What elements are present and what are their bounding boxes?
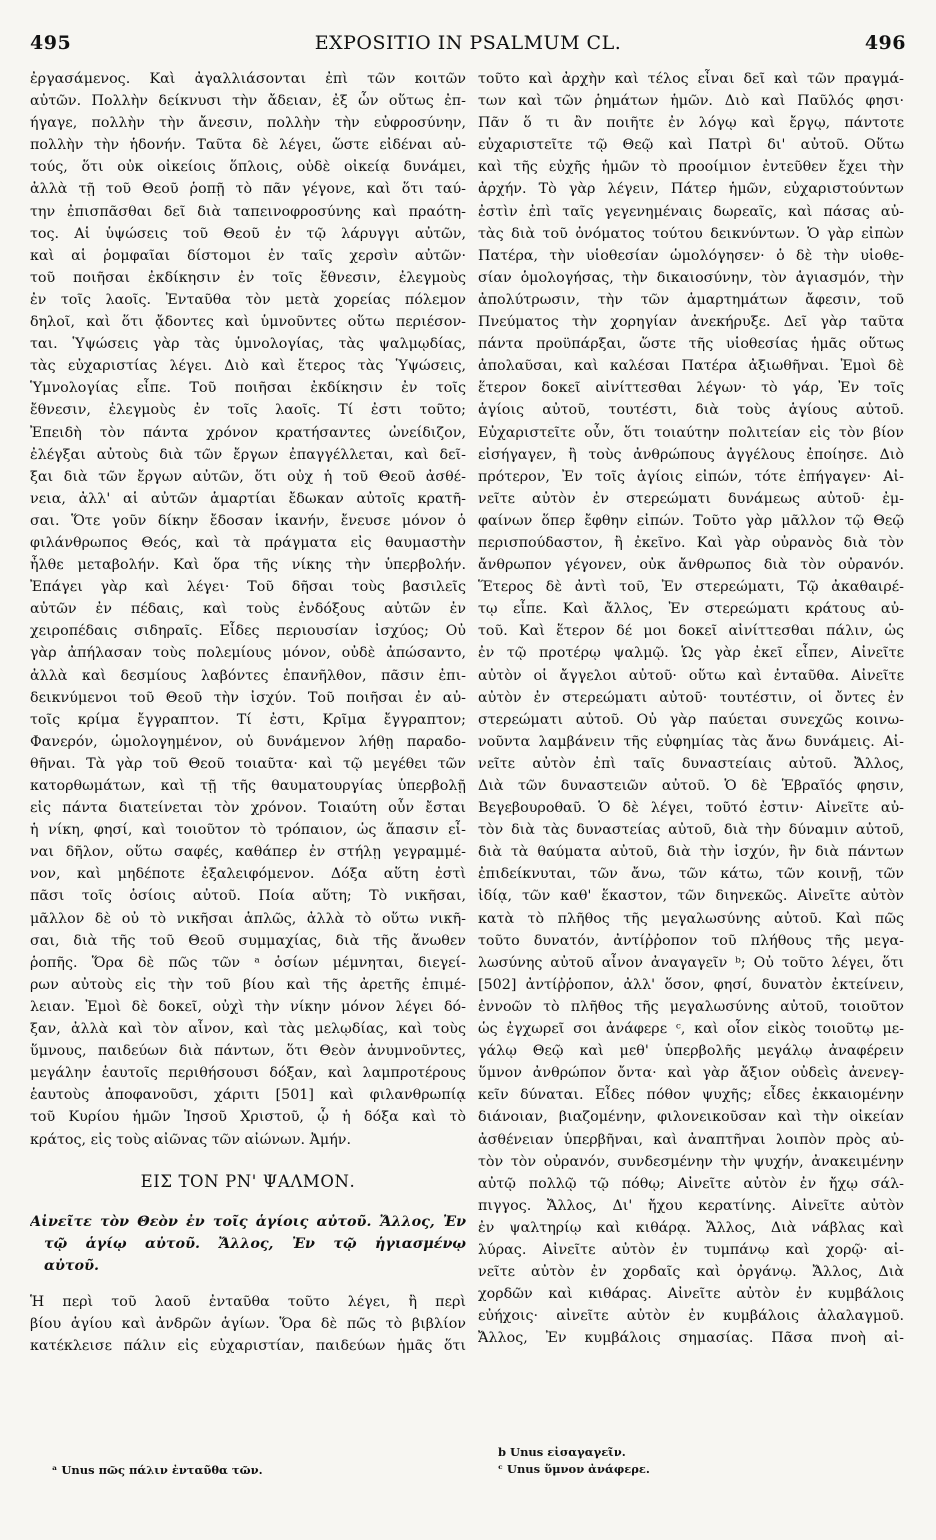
text-line: ἀλλὰ τῇ τοῦ Θεοῦ ῥοπῇ τὸ πᾶν γέγονε, καὶ ὅτι ταύ- (30, 181, 466, 198)
text-line: αὐτῶν. Πολλὴν δείκνυσι τὴν ἄδειαν, ἐξ ὧν οὕτως ἐπ- (30, 93, 466, 110)
text-line: ῥοπῆς. Ὅρα δὲ πῶς τῶν ᵃ ὁσίων μέμνηται, διεγεί- (30, 954, 466, 971)
text-line: τὸν τὸν οὐρανόν, συνδεσμένην τὴν ψυχήν, ἀνακειμένην (478, 1153, 904, 1170)
text-line: ἐπιδείκνυται, τῶν ἄνω, τῶν κάτω, τῶν κοινῇ, τῶν (478, 866, 904, 883)
text-line: των καὶ τῶν ῥημάτων ἡμῶν. Διὸ καὶ Παῦλός φησι· (478, 93, 904, 110)
text-line: Βεγεβουροθαῦ. Ὁ δὲ λέγει, τοῦτό ἐστιν· Αἰνεῖτε αὐ- (478, 800, 904, 817)
text-line: σαι, διὰ τῆς τοῦ Θεοῦ συμμαχίας, διὰ τῆς ἄνωθεν (30, 932, 466, 949)
text-line: κεῖν δύναται. Εἶδες πόθον ψυχῆς; εἶδες ἐκκαιομένην (478, 1087, 904, 1104)
text-line: πιγγος. Ἄλλος, Δι' ἤχου κερατίνης. Αἰνεῖτε αὐτὸν (478, 1197, 904, 1214)
footnote-b: b Unus εἰσαγαγεῖν. (498, 1445, 626, 1459)
text-line: κράτος, εἰς τοὺς αἰῶνας τῶν αἰώνων. Ἀμήν. (30, 1131, 352, 1148)
text-line: φιλάνθρωπος Θεός, καὶ τὰ πράγματα εἰς θαυμαστὴν (30, 534, 466, 551)
text-line: αὐτῷ πολλῷ τῷ πόθῳ; Αἰνεῖτε αὐτὸν ἐν ἤχῳ σάλ- (478, 1175, 904, 1192)
text-line: τὰς διὰ τοῦ ὀνόματος τούτου δεικνύντων. Ὁ γὰρ εἰπὼν (478, 225, 904, 242)
text-line: ἄνθρωπον γέγονεν, οὐκ ἄνθρωπος διὰ τὸν οὐρανόν. (478, 557, 904, 574)
text-line: εὐχαριστεῖτε τῷ Θεῷ καὶ Πατρὶ δι' αὐτοῦ. Οὕτω (478, 137, 904, 154)
text-line: ἐργασάμενος. Καὶ ἀγαλλιάσονται ἐπὶ τῶν κοιτῶν (30, 71, 466, 87)
text-line: την ἐπισπᾶσθαι δεῖ διὰ ταπεινοφροσύνης καὶ πραότη- (30, 203, 466, 220)
commentary-start (30, 1291, 466, 1357)
text-line: εἰς πάντα διατείνεται τὸν χρόνον. Τοιαύτη οὖν ἔσται (30, 800, 466, 817)
text-line: ἀπολύτρωσιν, τὴν τῶν ἁμαρτημάτων ἄφεσιν, τοῦ (478, 291, 904, 308)
text-line: τῷ ἁγίῳ αὐτοῦ. Ἄλλος, Ἐν τῷ ἡγιασμένῳ (44, 1235, 466, 1252)
text-line: τοῦ Κυρίου ἡμῶν Ἰησοῦ Χριστοῦ, ᾧ ἡ δόξα καὶ τὸ (30, 1109, 466, 1126)
text-line: γὰρ ἀπήλασαν τοὺς πολεμίους μόνον, οὐδὲ ἀπώσαντο, (30, 645, 466, 662)
text-line: νοῦντα λαμβάνειν τῆς εὐφημίας τὰς ἄνω δυνάμεις. Αἰ- (478, 733, 904, 750)
text-line: ἁγίοις αὐτοῦ, τουτέστι, διὰ τοὺς ἁγίους αὐτοῦ. (478, 402, 904, 419)
text-line: Πᾶν ὅ τι ἂν ποιῆτε ἐν λόγῳ καὶ ἔργῳ, πάντοτε (478, 115, 904, 132)
text-line: τὰς εὐχαριστίας λέγει. Διὸ καὶ ἕτερος τὰς Ὑψώσεις, (30, 358, 466, 375)
text-line: γάλῳ Θεῷ καὶ μεθ' ὑπερβολῆς μεγάλῳ ἀναφέρειν (478, 1043, 904, 1060)
text-line: πολλὴν τὴν ἡδονήν. Ταῦτα δὲ λέγει, ὥστε εἰδέναι αὐ- (30, 137, 466, 154)
text-line: στερεώματι αὐτοῦ. Οὐ γὰρ παύεται συνεχῶς κοινω- (478, 711, 904, 728)
text-line: περισπούδαστον, ἢ ἐκεῖνο. Καὶ γὰρ οὐρανὸς διὰ τὸν (478, 534, 904, 551)
text-line: Ἄλλος, Ἐν κυμβάλοις σημασίας. Πᾶσα πνοὴ αἰ- (478, 1330, 904, 1347)
text-line: χειροπέδαις σιδηραῖς. Εἶδες περιουσίαν ἰσχύος; Οὐ (30, 623, 466, 640)
text-line: ὕμνους, παιδεύων διὰ πάντων, ὅτι Θεὸν ἀνυμνοῦντες, (30, 1043, 466, 1060)
text-line: λύρας. Αἰνεῖτε αὐτὸν ἐν τυμπάνῳ καὶ χορῷ· αἰ- (478, 1241, 904, 1258)
text-line: μᾶλλον δὲ οὐ τὸ νικῆσαι ἁπλῶς, ἀλλὰ τὸ οὕτω νικῆ- (30, 910, 466, 927)
text-line: κατορθωμάτων, καὶ τῇ τῆς θαυματουργίας ὑπερβολῇ (30, 778, 466, 794)
right-column-text (478, 68, 904, 1349)
text-line: βίου ἁγίου καὶ ἀνδρῶν ἁγίων. Ὅρα δὲ πῶς τὸ βιβλίον (30, 1315, 466, 1332)
text-line: ἐννοῶν τὸ πλῆθος τῆς μεγαλωσύνης αὐτοῦ, τοιοῦτον (478, 998, 904, 1015)
text-line: Φανερόν, ὡμολογημένον, οὐ δυνάμενον λήθῃ παραδο- (30, 733, 466, 750)
text-line: [502] ἀντίῤῥοπον, ἀλλ' ὅσον, φησί, δυνατὸν ἐκτείνειν, (478, 976, 904, 993)
text-line: ρων αὐτοὺς εἰς τὴν τοῦ βίου καὶ τῆς ἀρετῆς ἐπιμέ- (30, 976, 466, 993)
text-line: νεῖτε αὐτὸν ἐν χορδαῖς καὶ ὀργάνῳ. Ἄλλος, Διὰ (478, 1264, 904, 1281)
text-line: λωσύνης αὐτοῦ αἶνον ἀναγαγεῖν ᵇ; Οὐ τοῦτο λέγει, ὅτι (478, 954, 904, 971)
text-line: ἦλθε μεταβολήν. Καὶ ὅρα τῆς νίκης τὴν ὑπερβολήν. (30, 557, 466, 574)
text-line: ξαν, ἀλλὰ καὶ τὸν αἶνον, καὶ τὰς μελῳδίας, καὶ τοὺς (30, 1021, 466, 1038)
text-line: Εὐχαριστεῖτε οὖν, ὅτι τοιαύτην πολιτείαν εἰς τὸν βίον (478, 424, 904, 441)
text-line: ἕτερον δοκεῖ αἰνίττεσθαι λέγων· τὸ γάρ, Ἐν τοῖς (478, 380, 904, 397)
footnote-a: ᵃ Unus πῶς πάλιν ἐνταῦθα τῶν. (52, 1463, 263, 1477)
text-line: ὕμνον ἀνθρώπον ὄντα· καὶ γὰρ ἄξιον οὐδεὶς ἀνενεγ- (478, 1065, 904, 1082)
text-line: Ὑμνολογίας εἶπε. Τοῦ ποιῆσαι ἐκδίκησιν ἐν τοῖς (30, 380, 466, 397)
text-line: ἐστὶν ἐπὶ ταῖς γεγενημέναις δωρεαῖς, καὶ πάσας αὐ- (478, 203, 904, 220)
text-line: ἀρχήν. Τὸ γὰρ λέγειν, Πάτερ ἡμῶν, εὐχαριστούντων (478, 181, 904, 198)
text-line: τοῦ ποιῆσαι ἐκδίκησιν ἐν τοῖς ἔθνεσιν, ἐλεγμοὺς (30, 269, 466, 286)
text-line: Ἕτερος δὲ ἀντὶ τοῦ, Ἐν στερεώματι, Τῷ ἀκαθαιρέ- (478, 579, 904, 596)
text-line: κατὰ τὸ πλῆθος τῆς μεγαλωσύνης αὐτοῦ. Καὶ πῶς (478, 910, 904, 927)
text-line: δεικνύμενοι τοῦ Θεοῦ τὴν ἰσχύν. Τοῦ ποιῆσαι ἐν αὐ- (30, 689, 466, 706)
text-line: καὶ τῆς εὐχῆς ἡμῶν τὸ προοίμιον ἐντεῦθεν ἔχει τὴν (478, 159, 904, 176)
text-line: διάνοιαν, βιαζομένην, φιλονεικοῦσαν καὶ τὴν οἰκείαν (478, 1109, 904, 1126)
text-line: λειαν. Ἐμοὶ δὲ δοκεῖ, οὐχὶ τὴν νίκην μόνον λέγει δό- (30, 998, 466, 1015)
left-page-number: 495 (30, 32, 72, 54)
text-line: ὡς ἐγχωρεῖ σοι ἀνάφερε ᶜ, καὶ οἷον εἰκὸς τοιοῦτῳ με- (478, 1021, 904, 1038)
text-line: δηλοῖ, καὶ ὅτι ᾄδοντες καὶ ὑμνοῦντες οὕτω περιέσον- (30, 314, 466, 331)
text-line: φαίνων ὅπερ ἔφθην εἰπών. Τοῦτο γὰρ μᾶλλον τῷ Θεῷ (478, 512, 904, 529)
text-line: νεῖτε αὐτὸν ἐν στερεώματι δυνάμεως αὐτοῦ· ἐμ- (478, 490, 904, 507)
text-line: νον, καὶ μηδέποτε ἐξαλειφόμενον. Δόξα αὕτη ἐστὶ (30, 866, 466, 883)
text-line: ἀπολαῦσαι, καὶ καλέσαι Πατέρα ἀξιωθῆναι. Ἐμοὶ δὲ (478, 358, 904, 375)
text-line: ήγαγε, πολλὴν τὴν ἄνεσιν, πολλὴν τὴν εὐφροσύνην, (30, 115, 466, 132)
left-column-text (30, 68, 466, 1151)
text-line: Ἡ περὶ τοῦ λαοῦ ἐνταῦθα τοῦτο λέγει, ἢ περὶ (30, 1293, 466, 1310)
text-line: πρότερον, Ἐν τοῖς ἁγίοις εἰπών, τότε ἐπήγαγεν· Αἰ- (478, 468, 904, 485)
text-line: τούς, ὅτι οὐκ οἰκείοις ὅπλοις, οὐδὲ οἰκείᾳ δυνάμει, (30, 159, 466, 176)
text-line: αὐτὸν ἐν στερεώματι αὐτοῦ· τουτέστιν, οἱ ὄντες ἐν (478, 689, 904, 706)
text-line: ἀσθένειαν ὑπερβῆναι, καὶ ἀναπτῆναι λοιπὸν πρὸς αὐ- (478, 1131, 904, 1148)
text-line: Διὰ τῶν δυναστειῶν αὐτοῦ. Ὁ δὲ Ἑβραῖός φησιν, (478, 778, 904, 794)
text-line: ἐν τῷ προτέρῳ ψαλμῷ. Ὡς γὰρ ἐκεῖ εἶπεν, Αἰνεῖτε (478, 645, 904, 662)
spacer (30, 1277, 466, 1291)
text-line: καὶ αἱ ῥομφαῖαι δίστομοι ἐν ταῖς χερσὶν αὐτῶν· (30, 247, 466, 264)
text-line: ἡ νίκη, φησί, καὶ τοιοῦτον τὸ τρόπαιον, ὡς ἅπασιν εἶ- (30, 822, 466, 839)
text-line: πάντα προϋπάρξαι, ὥστε τῆς υἱοθεσίας ἡμᾶς οὕτως (478, 336, 904, 353)
left-column (30, 68, 466, 1357)
text-line: Ἐπειδὴ τὸν πάντα χρόνον κρατήσαντες ὠνείδιζον, (30, 424, 466, 441)
text-line: εὐήχοις· αἰνεῖτε αὐτὸν ἐν κυμβάλοις ἀλαλαγμοῦ. (478, 1308, 904, 1325)
text-line: πᾶσι τοῖς ὁσίοις αὐτοῦ. Ποία αὕτη; Τὸ νικῆσαι, (30, 888, 466, 905)
right-column (478, 68, 904, 1349)
text-line: τοῖς κρίμα ἔγγραπτον. Τί ἐστι, Κρῖμα ἔγγραπτον; (30, 711, 466, 728)
text-line: τοῦτο δυνατόν, ἀντίῤῥοπον τοῦ πλήθους τῆς μεγα- (478, 932, 904, 949)
text-line: αὐτῶν ἐν πέδαις, καὶ τοὺς ἐνδόξους αὐτῶν ἐν (30, 601, 466, 618)
text-line: ἔθνεσιν, ἐλεγμοὺς ἐν τοῖς λαοῖς. Τί ἐστι τοῦτο; (30, 402, 466, 419)
text-line: Ἐπάγει γὰρ καὶ λέγει· Τοῦ δῆσαι τοὺς βασιλεῖς (30, 579, 466, 596)
text-line: κατέκλεισε πάλιν εἰς εὐχαριστίαν, παιδεύων ἡμᾶς ὅτι (30, 1338, 466, 1355)
text-line: ἐν ψαλτηρίῳ καὶ κιθάρᾳ. Ἄλλος, Διὰ νάβλας καὶ (478, 1219, 904, 1236)
text-line: ἐλέγξαι αὐτοὺς διὰ τῶν ἔργων ἐπαγγέλλεται, καὶ δεῖ- (30, 446, 466, 463)
text-line: διὰ τὰ θαύματα αὐτοῦ, διὰ τὴν ἰσχύν, ἣν διὰ πάντων (478, 844, 904, 861)
text-line: χορδῶν καὶ κιθάρας. Αἰνεῖτε αὐτὸν ἐν κυμβάλοις (478, 1286, 904, 1303)
text-line: ἰδίᾳ, τῶν καθ' ἕκαστον, τῶν διηνεκῶς. Αἰνεῖτε αὐτὸν (478, 888, 904, 905)
psalm-verse (30, 1211, 466, 1277)
text-line: τὸν διὰ τὰς δυναστείας αὐτοῦ, διὰ τὴν δύναμιν αὐτοῦ, (478, 822, 904, 839)
text-line: τοῦ. Καὶ ἕτερον δέ μοι δοκεῖ αἰνίττεσθαι πάλιν, ὡς (478, 623, 904, 640)
right-page-number: 496 (864, 32, 906, 54)
text-line: τος. Αἱ ὑψώσεις τοῦ Θεοῦ ἐν τῷ λάρυγγι αὐτῶν, (30, 225, 466, 242)
text-line: αὐτοῦ. (44, 1257, 99, 1274)
text-line: Πνεύματος τὴν χορηγίαν ἀνεκήρυξε. Δεῖ γὰρ ταῦτα (478, 314, 904, 331)
running-header (30, 32, 906, 66)
text-line: τῳ εἶπε. Καὶ ἄλλος, Ἐν στερεώματι κράτους αὐ- (478, 601, 904, 618)
text-line: σίαν ὁμολογήσας, τὴν δικαιοσύνην, τὸν ἁγιασμόν, τὴν (478, 269, 904, 286)
text-line: ται. Ὑψώσεις γὰρ τὰς ὑμνολογίας, τὰς ψαλμῳδίας, (30, 336, 466, 353)
text-line: ναι δῆλον, οὕτω σαφές, καθάπερ ἐν στήλῃ γεγραμμέ- (30, 844, 466, 861)
text-line: ξαι διὰ τῶν ἔργων αὐτῶν, ὅτι οὐχ ἡ τοῦ Θεοῦ ἀσθέ- (30, 468, 466, 485)
text-line: Πατέρα, τὴν υἱοθεσίαν ὡμολόγησεν· ὁ δὲ τὴν υἱοθε- (478, 247, 904, 264)
text-line: αὐτὸν οἱ ἄγγελοι αὐτοῦ· οὕτω καὶ ἐνταῦθα. Αἰνεῖτε (478, 667, 904, 684)
text-line: ἀλλὰ καὶ δεσμίους λαβόντες ἐπανῆλθον, πᾶσιν ἐπι- (30, 667, 466, 684)
text-line: Αἰνεῖτε τὸν Θεὸν ἐν τοῖς ἁγίοις αὐτοῦ. Ἄλλος, Ἐν (30, 1213, 466, 1230)
text-line: τοῦτο καὶ ἀρχὴν καὶ τέλος εἶναι δεῖ καὶ τῶν πραγμά- (478, 71, 904, 87)
text-line: νεια, ἀλλ' αἱ αὐτῶν ἁμαρτίαι ἔδωκαν αὐτοῖς κρατῆ- (30, 490, 466, 507)
text-line: θῆναι. Τὰ γὰρ τοῦ Θεοῦ τοιαῦτα· καὶ τῷ μεγέθει τῶν (30, 755, 466, 772)
text-line: εἰσήγαγεν, ἢ τοὺς ἀνθρώπους ἀγγέλους ἐποίησε. Διὸ (478, 446, 904, 463)
running-title: EXPOSITIO IN PSALMUM CL. (314, 32, 622, 54)
text-line: ἐν τοῖς λαοῖς. Ἐνταῦθα τὸν μετὰ χορείας πόλεμον (30, 291, 466, 308)
text-line: νεῖτε αὐτὸν ἐπὶ ταῖς δυναστείαις αὐτοῦ. Ἄλλος, (478, 755, 904, 772)
text-line: ἑαυτοὺς ἀποφανοῦσι, χάριτι [501] καὶ φιλανθρωπίᾳ (30, 1087, 466, 1104)
text-line: μεγάλην ἑαυτοῖς περιθήσουσι δόξαν, καὶ λαμπροτέρους (30, 1065, 466, 1082)
text-line: σαι. Ὅτε γοῦν δίκην ἔδοσαν ἱκανήν, ἔνευσε μόνον ὁ (30, 512, 466, 529)
footnote-c: ᶜ Unus ὕμνον ἀνάφερε. (498, 1462, 650, 1476)
section-title: ΕΙΣ ΤΟΝ ΡΝ' ΨΑΛΜΟΝ. (140, 1171, 356, 1191)
